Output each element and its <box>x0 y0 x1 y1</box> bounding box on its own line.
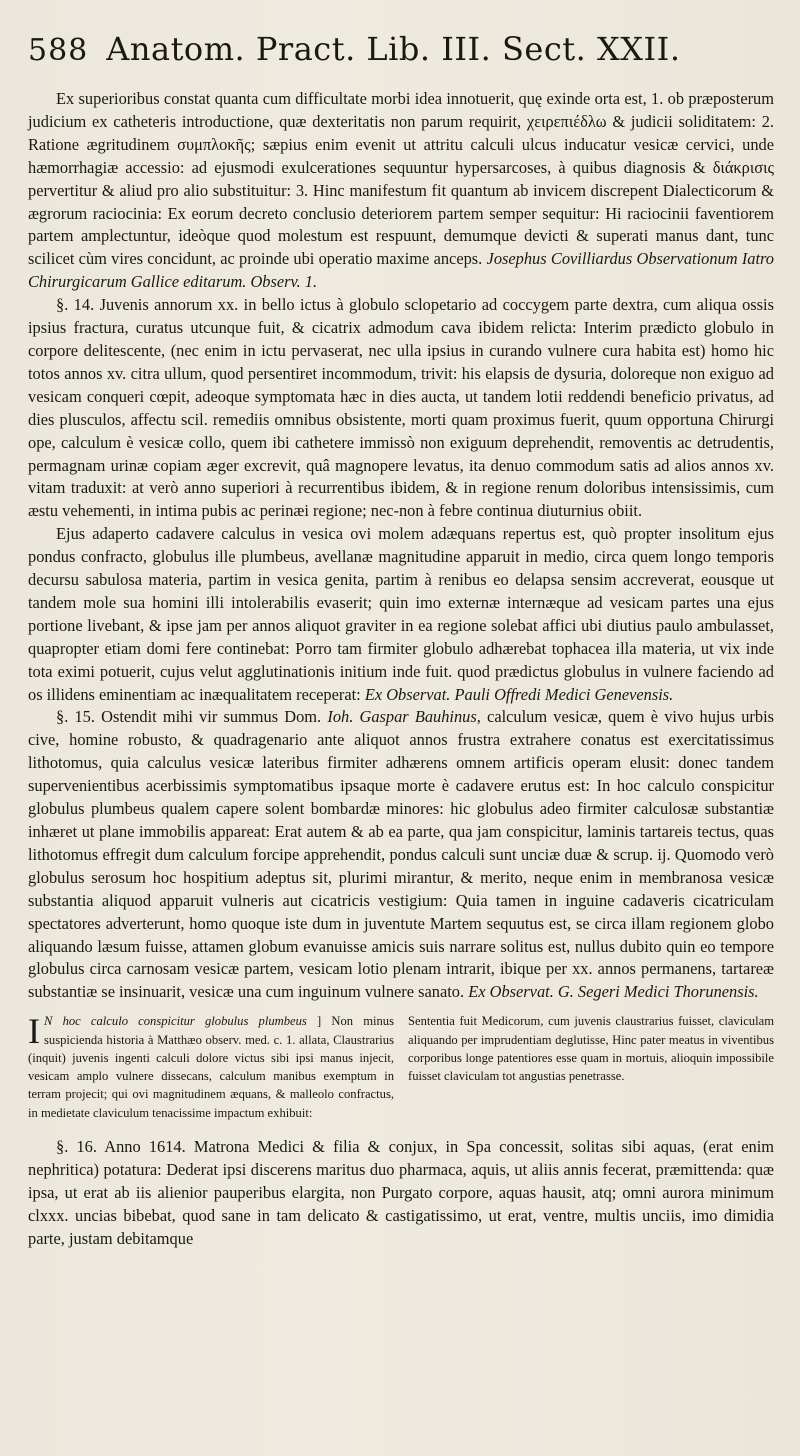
footnotes <box>28 1012 774 1122</box>
paragraph-section-16 <box>28 1136 774 1251</box>
paragraph-text: §. 14. Juvenis annorum xx. in bello ictus à globulo sclopetario ad coccygem parte dextra, cum aliqua ossis ipsius fractura, curatus utcunque fuit, & cicatrix admodum cava ibidem relicta: Interim prædicto globulo in corpore delitescente, (nec enim in ictu pervaserat, nec ulla ipsius in curando vulnere cura habita est) homo hic totos annos xv. citra ullum, quod persentiret incommodum, trivit: his elapsis de dysuria, doloreque non exiguo ad vesicam conqueri cœpit, adeoque symptomata hæc in dies aucta, ut tandem lotii reddendi beneficio privatus, ad dies plusculos, affectu scil. remediis omnibus obsistente, morti quam proximus fuerit, quum opportuna Chirurgi ope, calculum è vesicæ collo, quem ibi cathetere immissò non exiguum deprehendit, removentis ac detrudentis, permagnam urinæ copiam æger excrevit, quâ magnopere levatus, ita denuo commodum satis ad alios annos xv. vitam traduxit: at verò anno superiori à recurrentibus ibidem, & in regione renum doloribus intensissimis, cum æstu vehementi, in intima pubis ac perinæi regione; nec-non à febre continua diuturnius obiit. <box>28 295 774 521</box>
footnote-text: ] Non minus suspicienda historia à Matthæo observ. med. c. 1. allata, Claustrarius (inquit) juvenis ingenti calculi dolore victus sibi ipsi manus injecit, vesicam amplo vulnere dissecans, calculum manibus exemptum in terram projecit; qui ovi magnitudinem æquans, & malleolo confractus, in medietate claviculum tenacissime impactum exhibuit: <box>28 1014 394 1120</box>
footnote-lemma: N hoc calculo conspicitur globulus plumbeus <box>44 1014 307 1029</box>
paragraph-autopsy <box>28 523 774 706</box>
footnote-right-column <box>408 1012 774 1122</box>
footnote-text: Sententia fuit Medicorum, cum juvenis claustrarius fuisset, claviculam aliquando per imprudentiam deglutisse, Hinc pater meatus in viventibus corporibus longe patentiores esse quam in mortuis, alioquin impossibile fuisset claviculam tot angustias penetrasse. <box>408 1014 774 1084</box>
paragraph-section-14 <box>28 294 774 523</box>
paragraph-text: , calculum vesicæ, quem è vivo hujus urbis cive, homine robusto, & quadragenario ante aliquot annos frustra extrahere conatus est exercitatissimus lithotomus, quia calculus vesicæ lateribus firmiter adhærens omnem artificis operam elusit: donec tandem supervenientibus acerbissimis symptomatibus ipsaque morte è cadavere erutus est: In hoc calculo conspicitur globulus plumbeus qualem capere solent bombardæ minores: hic globulus adeo firmiter calculosæ substantiæ inhæret ut plane immobilis appareat: Erat autem & ab ea parte, qua jam conspicitur, laminis tartareis tectus, quas lithotomus effregit dum calculum forcipe apprehendit, pondus calculi sunt unciæ duæ & scrup. ij. Quomodo verò globulus serosum hoc hospitium adeptus sit, plurimi mirantur, & merito, neque enim in membranosa vesicæ substantia aliquod apparuit vulneris aut cicatricis vestigium: Quia tamen in inguine cadaveris cicatriculam spectatores adverterunt, homo quoque iste dum in juventute Martem sequutus est, se circa illam regionem globo aliquando læsum fuisse, attamen globum evanuisse amicis suis narrare solitus est, nullus dubito quin eo tempore globulus circa carnosam vesicæ partem, vesicam lotio plenam intrarit, ibique per xx. annos permanens, tartareæ substantiæ se insinuarit, vesicæ una cum inguinum vulnere sanato. <box>28 707 774 1002</box>
paragraph-intro <box>28 88 774 294</box>
footnote-right <box>408 1012 774 1085</box>
citation: Ex Observat. G. Segeri Medici Thorunensis. <box>468 982 759 1002</box>
footnote-left <box>28 1012 394 1122</box>
page-number: 588 <box>28 33 89 68</box>
footnote-left-column <box>28 1012 394 1122</box>
paragraph-section-15 <box>28 706 774 1004</box>
citation: Josephus Covilliardus Observationum Iatro Chirurgicarum Gallice editarum. Observ. 1. <box>28 249 774 292</box>
person-name: Ioh. Gaspar Bauhinus <box>327 707 477 727</box>
main-text <box>28 88 774 1251</box>
drop-cap: I <box>28 1011 40 1052</box>
running-title: Anatom. Pract. Lib. III. Sect. XXII. <box>106 30 681 68</box>
paragraph-text: Ejus adaperto cadavere calculus in vesica ovi molem adæquans repertus est, quò propter insolitum ejus pondus confracto, globulus ille plumbeus, avellanæ magnitudine apparuit in medio, circa quem longo temporis decursu sabulosa materia, partim in vesica genita, partim à renibus eo delapsa sensim accreverat, eousque ut tandem mole sua homini illi intolerabilis evaserit; quin imo externæ internæque ad vesicam partes una ejus portione livebant, & ipse jam per annos aliquot graviter in ea regione solebat affici ubi diutius paulo ambulasset, quapropter etiam domi fere continebat: Porro tam firmiter globulo adhærebat tophacea illa materia, ut vix inde tota eximi potuerit, cujus velut agglutinationis initium inde fuit. quod prædictus globulus in vulnere faciendo ad os illidens eminentiam ac inæqualitatem receperat: <box>28 524 774 704</box>
paragraph-text: §. 16. Anno 1614. Matrona Medici & filia & conjux, in Spa concessit, solitas sibi aquas, (erat enim nephritica) potatura: Dederat ipsi discerens maritus duo pharmaca, aquis, ut aliis annis fecerat, præmittenda: quæ ipsa, ut erat ab iis alienior pauperibus elargita, non Purgato corpore, aquas hausit, atq; omni aurora minimum clxxx. uncias bibebat, quod sane in tam delicato & castigatissimo, ut erat, ventre, multis unciis, imo dimidia parte, justam debitamque <box>28 1137 774 1248</box>
paragraph-lead: §. 15. Ostendit mihi vir summus Dom. <box>56 707 322 727</box>
citation: Ex Observat. Pauli Offredi Medici Genevensis. <box>364 684 674 704</box>
paragraph-text: Ex superioribus constat quanta cum difficultate morbi idea innotuerit, quę exinde orta est, 1. ob præposterum judicium ex catheteris introductione, quæ dexteritatis non parum requirit, χειρεπιέδλω & judicii soliditatem: 2. Ratione ægritudinem συμπλοκῆς; sæpius enim evenit ut attritu calculi ulcus inducatur vesicæ cervici, unde hæmorrhagiæ accessio: ad ejusmodi exulcerationes sequuntur hypersarcoses, à quibus diagnosis & διάκρισις pervertitur & aliud pro alio substituitur: 3. Hinc manifestum fit quantum ab invicem discrepent Dialecticorum & ægrorum raciocinia: Ex eorum decreto conclusio deteriorem partem semper sequitur: Hi raciocinii faventiorem partem amplectuntur, ideòque quod molestum est respuunt, demumque devicti & superati manus dant, tunc scilicet cùm vires concidunt, ac proinde ubi operatio maxime anceps. <box>28 89 774 269</box>
page-header <box>28 30 774 82</box>
